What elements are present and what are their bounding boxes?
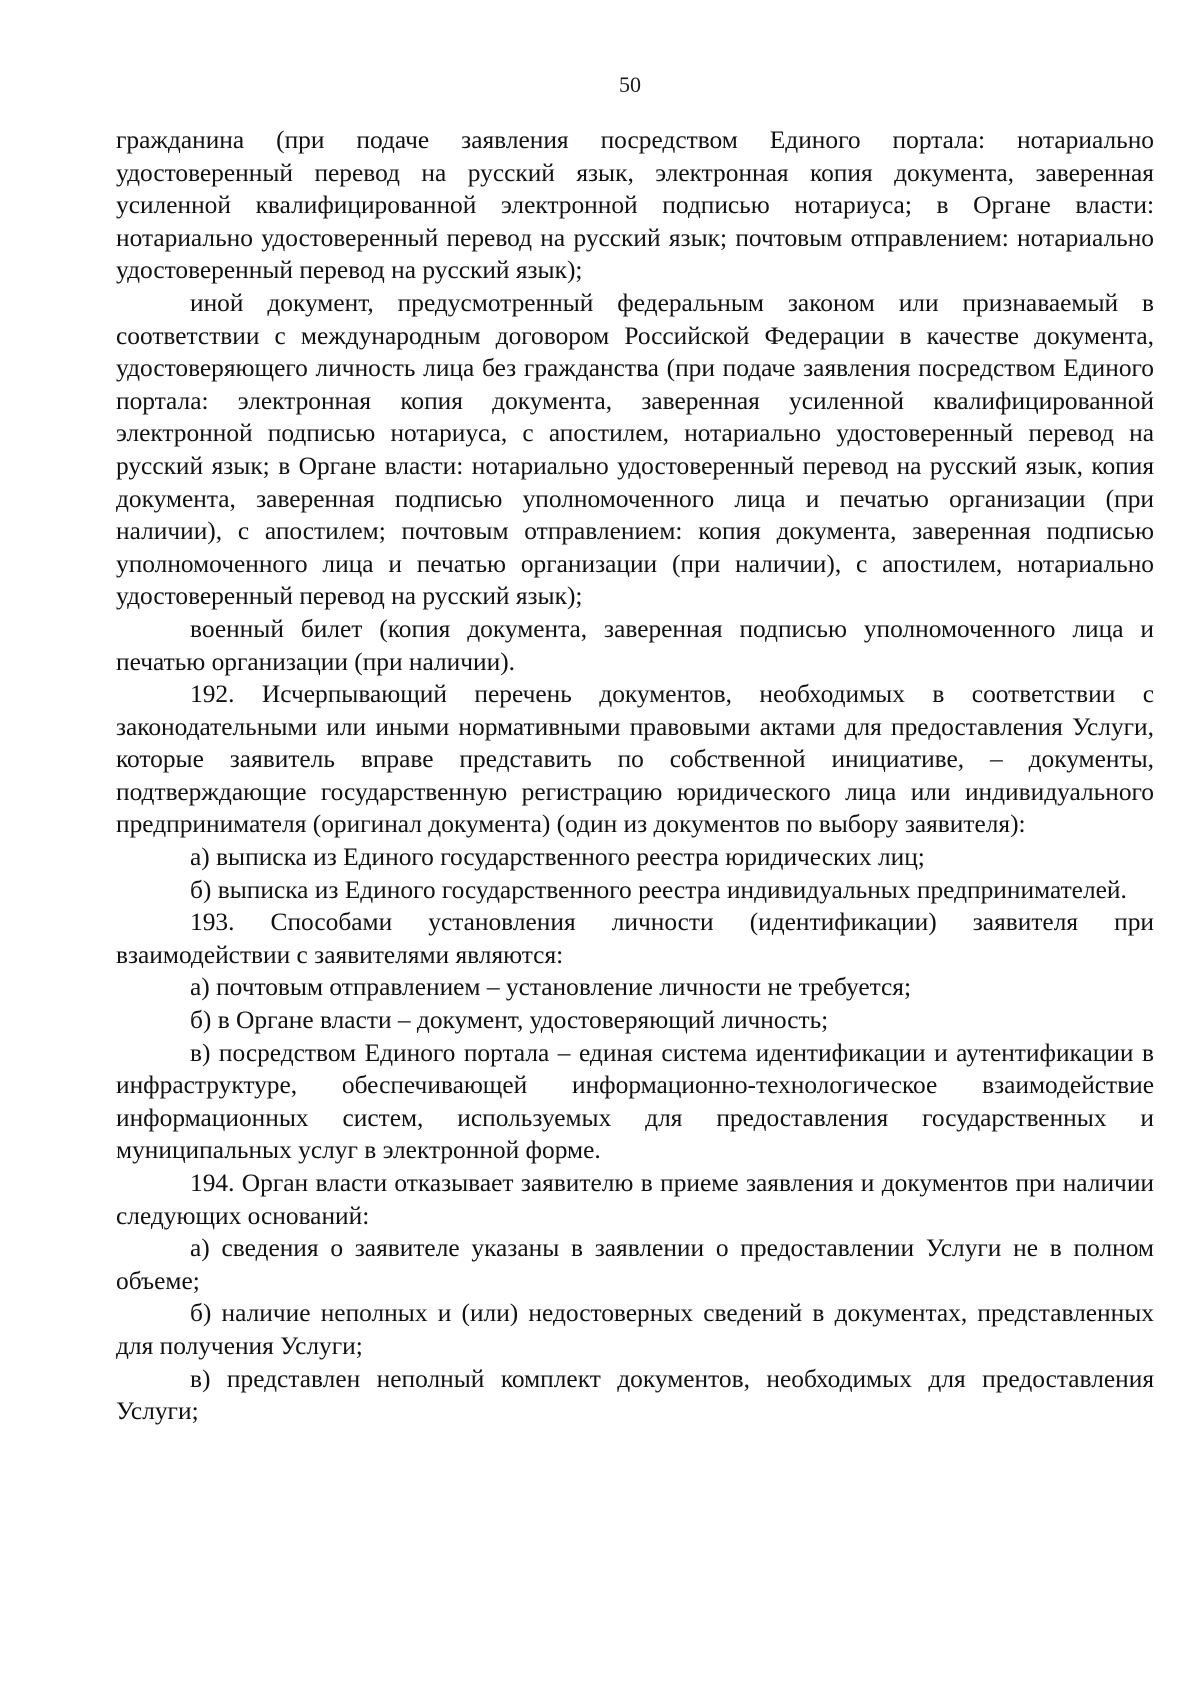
paragraph-item-193-c: в) посредством Единого портала – единая система идентификации и аутентификации в инфраструктуре, обеспечивающей информационно-технологическое взаимодействие информационных систем, используемых для предоставления государственных и муниципальных услуг в электронной форме.: [116, 1038, 1154, 1165]
paragraph-item-194-c: в) представлен неполный комплект документов, необходимых для предоставления Услуги;: [116, 1364, 1154, 1426]
document-body: [116, 124, 1154, 1428]
paragraph-item-194: 194. Орган власти отказывает заявителю в приеме заявления и документов при наличии следующих оснований:: [116, 1169, 1154, 1230]
paragraph-item-192-a: а) выписка из Единого государственного реестра юридических лиц;: [190, 843, 925, 872]
paragraph-item-193-a: а) почтовым отправлением – установление личности не требуется;: [190, 973, 912, 1002]
paragraph-item-193: 193. Способами установления личности (идентификации) заявителя при взаимодействии с заявителями являются:: [116, 908, 1154, 969]
paragraph-item-192: 192. Исчерпывающий перечень документов, необходимых в соответствии с законодательными или иными нормативными правовыми актами для предоставления Услуги, которые заявитель вправе представить по собственной инициативе, – документы, подтверждающие государственную регистрацию юридического лица или индивидуального предпринимателя (оригинал документа) (один из документов по выбору заявителя):: [116, 680, 1154, 839]
paragraph-item-194-b: б) наличие неполных и (или) недостоверных сведений в документах, представленных для получения Услуги;: [116, 1299, 1154, 1360]
paragraph-item-194-a: а) сведения о заявителе указаны в заявлении о предоставлении Услуги не в полном объеме;: [116, 1234, 1154, 1295]
paragraph-military-id: военный билет (копия документа, заверенная подписью уполномоченного лица и печатью организации (при наличии).: [116, 614, 1154, 676]
paragraph-item-193-b: б) в Органе власти – документ, удостоверяющий личность;: [190, 1006, 829, 1035]
paragraph-item-192-b: б) выписка из Единого государственного реестра индивидуальных предпринимателей.: [190, 875, 1127, 904]
page-number: 50: [619, 72, 641, 97]
paragraph-other-document: иной документ, предусмотренный федеральным законом или признаваемый в соответствии с международным договором Российской Федерации в качестве документа, удостоверяющего личность лица без гражданства (при подаче заявления посредством Единого портала: электронная копия документа, заверенная усиленной квалифицированной электронной подписью нотариуса, с апостилем, нотариально удостоверенный перевод на русский язык; в Органе власти: нотариально удостоверенный перевод на русский язык, копия документа, заверенная подписью уполномоченного лица и печатью организации (при наличии), с апостилем; почтовым отправлением: копия документа, заверенная подписью уполномоченного лица и печатью организации (при наличии), с апостилем, нотариально удостоверенный перевод на русский язык);: [116, 288, 1154, 611]
paragraph-continuation: гражданина (при подаче заявления посредством Единого портала: нотариально удостоверенный перевод на русский язык, электронная копия документа, заверенная усиленной квалифицированной электронной подписью нотариуса; в Органе власти: нотариально удостоверенный перевод на русский язык; почтовым отправлением: нотариально удостоверенный перевод на русский язык);: [116, 126, 1154, 285]
